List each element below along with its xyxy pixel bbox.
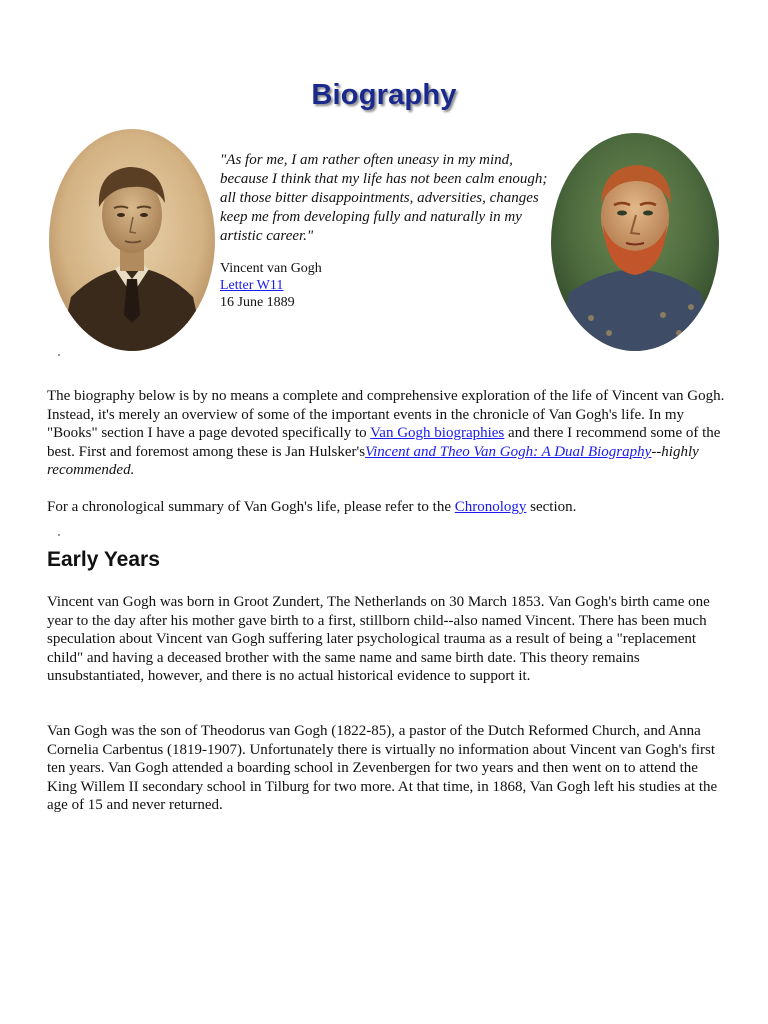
early-years-heading: Early Years — [47, 548, 160, 571]
quote-author: Vincent van Gogh — [220, 261, 322, 276]
intro-text-end: --highly recommended. — [47, 443, 699, 479]
page-title: Biography — [311, 79, 457, 112]
divider-dot — [58, 354, 60, 356]
intro-text-start: The biography below is by no means a complete and comprehensive exploration of the life of Vincent van Gogh. Instead, it's merely an overview of some of the important events in the chronicle of Van Gogh's life. In my "Books" section I have a page devoted specifically to — [47, 388, 725, 442]
letter-w11-link[interactable]: Letter W11 — [220, 278, 284, 293]
intro-text-middle: and there I recommend some of the best. First and foremost among these is Jan Hulsker's — [47, 425, 721, 460]
intro-paragraph — [47, 387, 727, 480]
quote-text: "As for me, I am rather often uneasy in my mind, because I think that my life has not been calm enough; all those bitter disappointments, adversities, changes keep me from developing fully and naturally in my artistic career." — [220, 152, 548, 244]
early-years-paragraph-1: Vincent van Gogh was born in Groot Zundert, The Netherlands on 30 March 1853. Van Gogh's birth came one year to the day after his mother gave birth to a first, stillborn child--also named Vincent. There has been much speculation about Vincent van Gogh suffering later psychological trauma as a result of being a "replacement child" and having a deceased brother with the same name and same birth date. This theory remains unsubstantiated, however, and there is no actual historical evidence to support it. — [47, 594, 710, 685]
dual-biography-link[interactable]: Vincent and Theo Van Gogh: A Dual Biography — [365, 443, 652, 460]
quote-block — [220, 151, 550, 311]
van-gogh-biographies-link[interactable]: Van Gogh biographies — [370, 425, 505, 442]
early-years-paragraph-2: Van Gogh was the son of Theodorus van Gogh (1822-85), a pastor of the Dutch Reformed Church, and Anna Cornelia Carbentus (1819-1907). Unfortunately there is virtually no information about Vincent van Gogh's first ten years. Van Gogh attended a boarding school in Zevenbergen for two years and then went on to attend the King Willem II secondary school in Tilburg for two more. At that time, in 1868, Van Gogh left his studies at the age of 15 and never returned. — [47, 723, 718, 814]
quote-attribution — [220, 260, 550, 311]
young-vincent-portrait — [49, 129, 215, 351]
chronology-paragraph — [47, 498, 727, 517]
chronology-text-start: For a chronological summary of Van Gogh's life, please refer to the — [47, 499, 455, 515]
divider-dot — [58, 534, 60, 536]
chronology-text-end: section. — [526, 499, 577, 515]
self-portrait-painting — [551, 133, 719, 351]
quote-date: 16 June 1889 — [220, 295, 295, 310]
chronology-link[interactable]: Chronology — [454, 499, 527, 515]
